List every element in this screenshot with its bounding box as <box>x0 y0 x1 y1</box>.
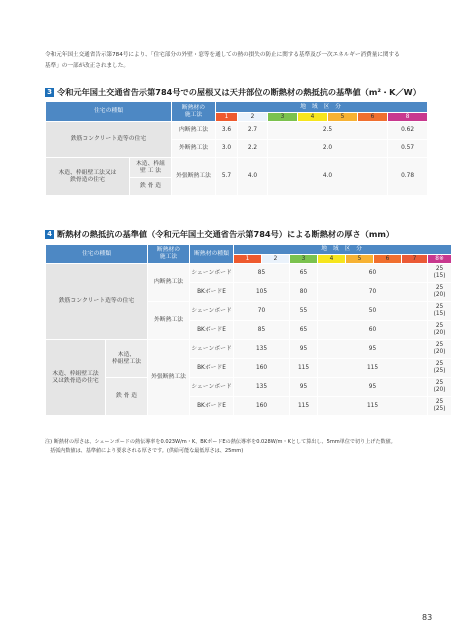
value-outer-r2: 2.2 <box>238 140 268 158</box>
section3-table <box>45 101 428 196</box>
page-number: 83 <box>422 613 433 622</box>
region4-6: 6 <box>374 255 402 264</box>
value-inner-r2: 2.7 <box>238 122 268 140</box>
value4-r4-7: 70 <box>318 283 428 302</box>
value-outer-r3-7: 2.0 <box>268 140 388 158</box>
value4-r4-7: 95 <box>318 340 428 359</box>
value-outer-r1: 3.0 <box>216 140 238 158</box>
value4-r8-base: 25 <box>435 399 444 405</box>
value4-r4-7: 60 <box>318 321 428 340</box>
value-inner-r8: 0.62 <box>388 122 428 140</box>
value4-r8 <box>428 264 452 283</box>
value4-r8-required: (20) <box>433 387 446 393</box>
value4-r8-base: 25 <box>435 342 444 348</box>
value4-r4-7: 50 <box>318 302 428 321</box>
value4-r8-base: 25 <box>435 361 444 367</box>
section4-title: 断熱材の熱抵抗の基準値（令和元年国土交通省告示第784号）による断熱材の厚さ（mm） <box>57 229 395 239</box>
region-5: 5 <box>328 113 358 122</box>
value4-r1-2: 135 <box>234 378 290 397</box>
region4-8: 8※ <box>428 255 452 264</box>
value4-r8-required: (15) <box>433 311 446 317</box>
section3-title: 令和元年国土交通省告示第784号での屋根又は天井部位の断熱材の熱抵抗の基準値（m²・K／W） <box>57 87 421 97</box>
section4-table <box>45 244 452 416</box>
value4-r8-required: (20) <box>433 330 446 336</box>
value4-r4-7: 60 <box>318 264 428 283</box>
value4-r8 <box>428 397 452 416</box>
value4-r3: 95 <box>290 378 318 397</box>
region4-4: 4 <box>318 255 346 264</box>
value4-r3: 65 <box>290 264 318 283</box>
value4-r8 <box>428 302 452 321</box>
row4-wood: 木造、 枠組壁工法 <box>106 340 148 378</box>
value4-r1-2: 85 <box>234 321 290 340</box>
row-inner-method: 内断熱工法 <box>172 122 216 140</box>
value4-r4-7: 115 <box>318 359 428 378</box>
value-ext-r3-7: 4.0 <box>268 158 388 196</box>
value4-r3: 80 <box>290 283 318 302</box>
row4-rc: 鉄筋コンクリート造等の住宅 <box>46 264 148 340</box>
value4-r8-required: (25) <box>433 406 446 412</box>
header-house-type-4: 住宅の種類 <box>46 245 148 264</box>
value4-r8 <box>428 378 452 397</box>
value4-r3: 55 <box>290 302 318 321</box>
row4-ext-method: 外張断熱工法 <box>148 340 190 416</box>
row4-steel: 鉄 骨 造 <box>106 378 148 416</box>
header-house-type: 住宅の種類 <box>46 102 172 122</box>
value4-r3: 95 <box>290 340 318 359</box>
row-outer-method: 外断熱工法 <box>172 140 216 158</box>
intro-line-1: 令和元年国土交通省告示第784号により、「住宅部分の外壁・窓等を通しての熱の損失の防止に関する基準及び一次エネルギー消費量に関する <box>45 52 400 58</box>
value-ext-r8: 0.78 <box>388 158 428 196</box>
region-1: 1 <box>216 113 238 122</box>
value4-r8 <box>428 283 452 302</box>
region4-7: 7 <box>402 255 428 264</box>
row4-material: シェーンボード <box>190 264 234 283</box>
value4-r1-2: 105 <box>234 283 290 302</box>
value4-r8 <box>428 321 452 340</box>
header-method: 断熱材の 施工法 <box>172 102 216 122</box>
row-steel: 鉄 骨 造 <box>130 178 172 196</box>
value4-r8-required: (20) <box>433 292 446 298</box>
value4-r1-2: 160 <box>234 359 290 378</box>
region-6: 6 <box>358 113 388 122</box>
footnote-line-1: 注) 断熱材の厚さは、シェーンボードの熱伝導率を0.023W/m・K、BKボードEの熱伝導率を0.028W/m・Kとして算出し、5mm単位で切り上げた数値。 <box>45 439 396 445</box>
value4-r8 <box>428 340 452 359</box>
row-wood-group: 木造、枠組壁工法又は 鉄骨造の住宅 <box>46 158 130 196</box>
region-2: 2 <box>238 113 268 122</box>
header-material-4: 断熱材の種類 <box>190 245 234 264</box>
header-region: 地 域 区 分 <box>216 102 428 113</box>
region-4: 4 <box>298 113 328 122</box>
section3-number-badge: 3 <box>45 88 54 97</box>
region4-1: 1 <box>234 255 262 264</box>
header-method-4: 断熱材の 施工法 <box>148 245 190 264</box>
region4-3: 3 <box>290 255 318 264</box>
value4-r8-base: 25 <box>435 304 444 310</box>
value-ext-r2: 4.0 <box>238 158 268 196</box>
section3-heading <box>45 87 421 98</box>
row-rc: 鉄筋コンクリート造等の住宅 <box>46 122 172 158</box>
value-outer-r8: 0.57 <box>388 140 428 158</box>
intro-text <box>45 50 425 71</box>
region-3: 3 <box>268 113 298 122</box>
row4-outer-method: 外断熱工法 <box>148 302 190 340</box>
section4-number-badge: 4 <box>45 230 54 239</box>
value4-r3: 65 <box>290 321 318 340</box>
row4-material: BKボードE <box>190 283 234 302</box>
value4-r1-2: 135 <box>234 340 290 359</box>
value4-r8-base: 25 <box>435 380 444 386</box>
value4-r8-required: (15) <box>433 273 446 279</box>
value4-r4-7: 115 <box>318 397 428 416</box>
value-inner-r1: 3.6 <box>216 122 238 140</box>
row4-material: BKボードE <box>190 397 234 416</box>
header-region-4: 地 域 区 分 <box>234 245 452 255</box>
row4-material: シェーンボード <box>190 340 234 359</box>
value4-r3: 115 <box>290 359 318 378</box>
region4-5: 5 <box>346 255 374 264</box>
value4-r1-2: 160 <box>234 397 290 416</box>
value4-r8-required: (25) <box>433 368 446 374</box>
row4-material: シェーンボード <box>190 378 234 397</box>
section4-heading <box>45 229 394 240</box>
value4-r8-base: 25 <box>435 266 444 272</box>
value4-r3: 115 <box>290 397 318 416</box>
row-ext-method: 外張断熱工法 <box>172 158 216 196</box>
row4-material: BKボードE <box>190 321 234 340</box>
value4-r8 <box>428 359 452 378</box>
value4-r8-required: (20) <box>433 349 446 355</box>
value4-r1-2: 70 <box>234 302 290 321</box>
footnote-line-2: 括弧内数値は、基準値により要求される厚さです。(供給可能な最低厚さは、25mm) <box>45 447 244 454</box>
row4-wood-group: 木造、枠組壁工法 又は鉄骨造の住宅 <box>46 340 106 416</box>
value4-r8-base: 25 <box>435 323 444 329</box>
value4-r1-2: 85 <box>234 264 290 283</box>
row-wood: 木造、枠組 壁 工 法 <box>130 158 172 178</box>
region4-2: 2 <box>262 255 290 264</box>
region-8 <box>388 113 428 122</box>
row4-material: シェーンボード <box>190 302 234 321</box>
intro-line-2: 基準」の一部が改正されました。 <box>45 62 129 69</box>
value-ext-r1: 5.7 <box>216 158 238 196</box>
row4-inner-method: 内断熱工法 <box>148 264 190 302</box>
value-inner-r3-7: 2.5 <box>268 122 388 140</box>
region-8-label: 8 <box>405 113 410 120</box>
row4-material: BKボードE <box>190 359 234 378</box>
value4-r8-base: 25 <box>435 285 444 291</box>
footnote <box>45 438 425 455</box>
value4-r4-7: 95 <box>318 378 428 397</box>
